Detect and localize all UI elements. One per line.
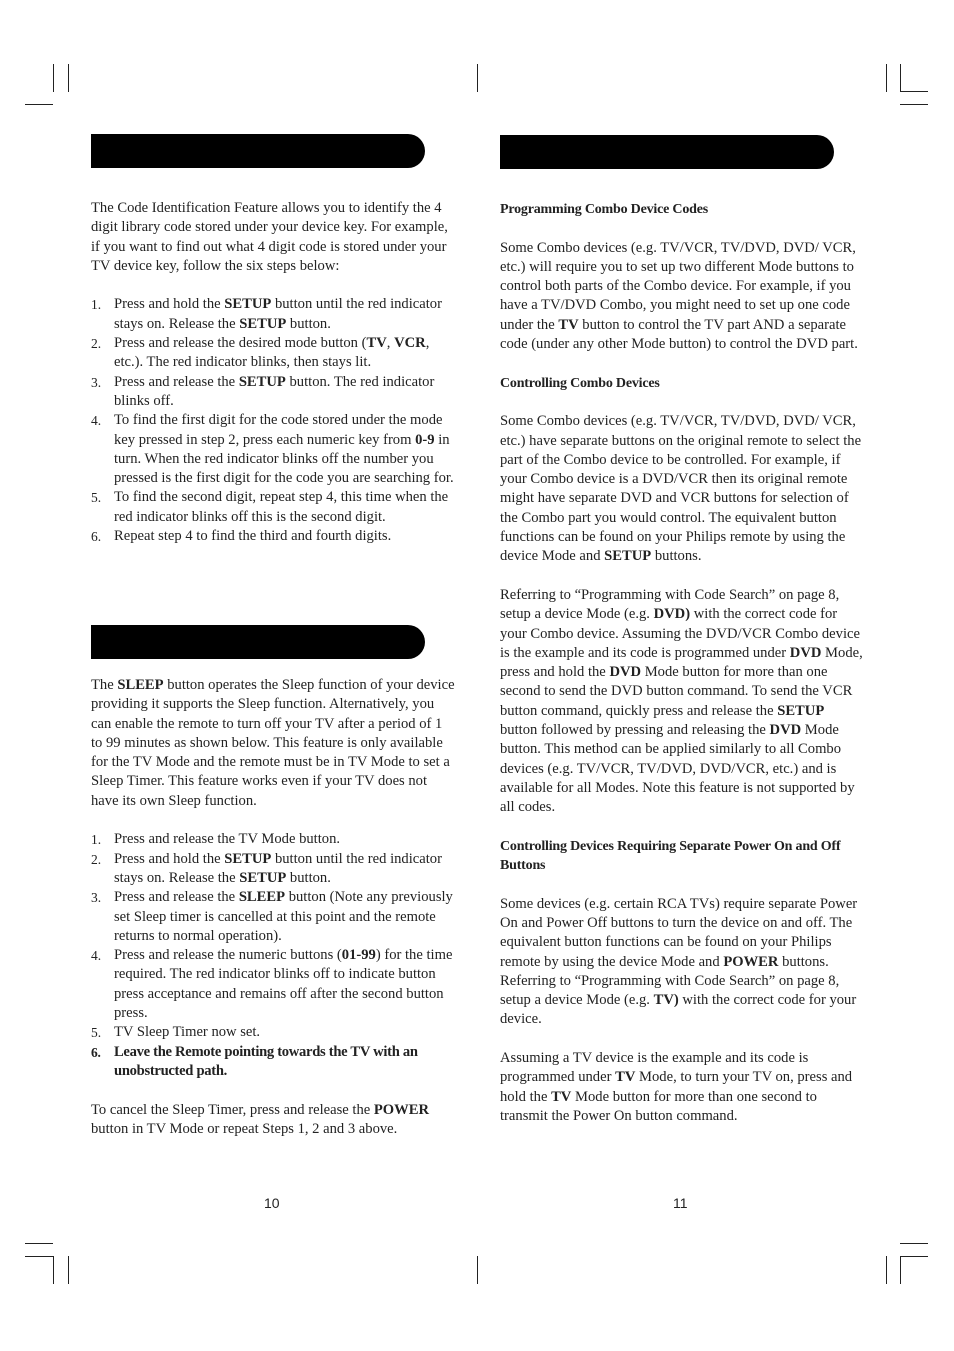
sleep-steps	[91, 830, 456, 1081]
combo-programming-text: Some Combo devices (e.g. TV/VCR, TV/DVD, DVD/ VCR, etc.) will require you to set up two different Mode buttons to control both parts of the Combo device. For example, if you have a TV/DVD Combo, you might need to set up one code under the TV button to control the TV part AND a separate code (under any other Mode button) to control the DVD part.	[500, 239, 858, 353]
list-item: 4. To find the first digit for the code stored under the mode key pressed in step 2, press each numeric key from 0-9 in turn. When the red indicator blinks off the number you pressed is the first digit for the code you are searching for.	[91, 412, 454, 487]
list-item: 5. To find the second digit, repeat step 4, this time when the red indicator blinks off this is the second digit.	[91, 489, 449, 525]
sleep-section	[91, 676, 456, 1139]
code-id-section	[91, 199, 456, 546]
list-item: 2. Press and hold the SETUP button until the red indicator stays on. Release the SETUP button.	[91, 850, 442, 886]
heading-separate-power: Controlling Devices Requiring Separate Power On and Off Buttons	[500, 838, 841, 874]
combo-example-text: Referring to “Programming with Code Search” on page 8, setup a device Mode (e.g. DVD) with the correct code for your Combo device. Assuming the DVD/VCR Combo device is the example and its code is programmed under DVD Mode, press and hold the DVD Mode button for more than one second to send the DVD button command. To send the VCR button command, quickly press and release the SETUP button followed by pressing and releasing the DVD Mode button. This method can be applied similarly to all Combo devices (e.g. TV/VCR, TV/DVD, DVD/VCR, etc.) and is available for all Modes. Note this feature is not supported by all codes.	[500, 586, 863, 816]
code-id-steps	[91, 295, 456, 546]
heading-controlling-combo: Controlling Combo Devices	[500, 375, 660, 391]
power-on-example-text: Assuming a TV device is the example and its code is programmed under TV Mode, to turn your TV on, press and hold the TV Mode button for more than one second to transmit the Power On button command.	[500, 1050, 853, 1124]
combo-section	[500, 199, 865, 1126]
section-header-bar-code-id	[91, 134, 425, 168]
list-item: 3. Press and release the SLEEP button (Note any previously set Sleep timer is cancelled at this point and the remote returns to normal operation).	[91, 889, 453, 944]
heading-programming-combo: Programming Combo Device Codes	[500, 202, 708, 217]
section-header-bar-sleep	[91, 625, 425, 659]
code-id-intro: The Code Identification Feature allows you to identify the 4 digit library code stored under your device key. For example, if you want to find out what 4 digit code is stored under your TV device key, follow the six steps below:	[91, 200, 448, 274]
list-item: 4. Press and release the numeric buttons (01-99) for the time required. The red indicator blinks off to indicate button press acceptance and remains off after the second button press.	[91, 947, 453, 1022]
page-number-left: 10	[264, 1195, 280, 1211]
section-header-bar-combo	[500, 135, 834, 169]
page-number-right: 11	[673, 1195, 688, 1211]
list-item: 3. Press and release the SETUP button. The red indicator blinks off.	[91, 373, 435, 409]
list-item: 1. Press and release the TV Mode button.	[91, 831, 341, 848]
list-item: 6. Repeat step 4 to find the third and fourth digits.	[91, 528, 392, 545]
list-item: 6. Leave the Remote pointing towards the TV with an unobstructed path.	[91, 1043, 418, 1079]
sleep-cancel-note: To cancel the Sleep Timer, press and release the POWER button in TV Mode or repeat Steps 1, 2 and 3 above.	[91, 1101, 430, 1137]
sleep-intro: The SLEEP button operates the Sleep function of your device providing it supports the Sleep function. Alternatively, you can enable the remote to turn off your TV after a period of 1 to 99 minutes as shown below. This feature is only available for the TV Mode and the remote must be in TV Mode to set a Sleep Timer. This feature works even if your TV does not have its own Sleep function.	[91, 677, 455, 809]
list-item: 2. Press and release the desired mode button (TV, VCR, etc.). The red indicator blinks, then stays lit.	[91, 335, 430, 371]
list-item: 1. Press and hold the SETUP button until the red indicator stays on. Release the SETUP button.	[91, 296, 442, 332]
list-item: 5. TV Sleep Timer now set.	[91, 1024, 261, 1041]
combo-controlling-text: Some Combo devices (e.g. TV/VCR, TV/DVD, DVD/ VCR, etc.) have separate buttons on the original remote to select the part of the Combo device to be controlled. For example, if your Combo device is a DVD/VCR then its original remote might have separate DVD and VCR buttons for selection of the Combo part you would control. The equivalent button functions can be found on your Philips remote by using the device Mode and SETUP buttons.	[500, 413, 862, 565]
separate-power-text: Some devices (e.g. certain RCA TVs) require separate Power On and Power Off buttons to turn the device on and off. The equivalent button functions can be found on your Philips remote by using the device Mode and POWER buttons. Referring to “Programming with Code Search” on page 8, setup a device Mode (e.g. TV) with the correct code for your device.	[500, 895, 858, 1028]
